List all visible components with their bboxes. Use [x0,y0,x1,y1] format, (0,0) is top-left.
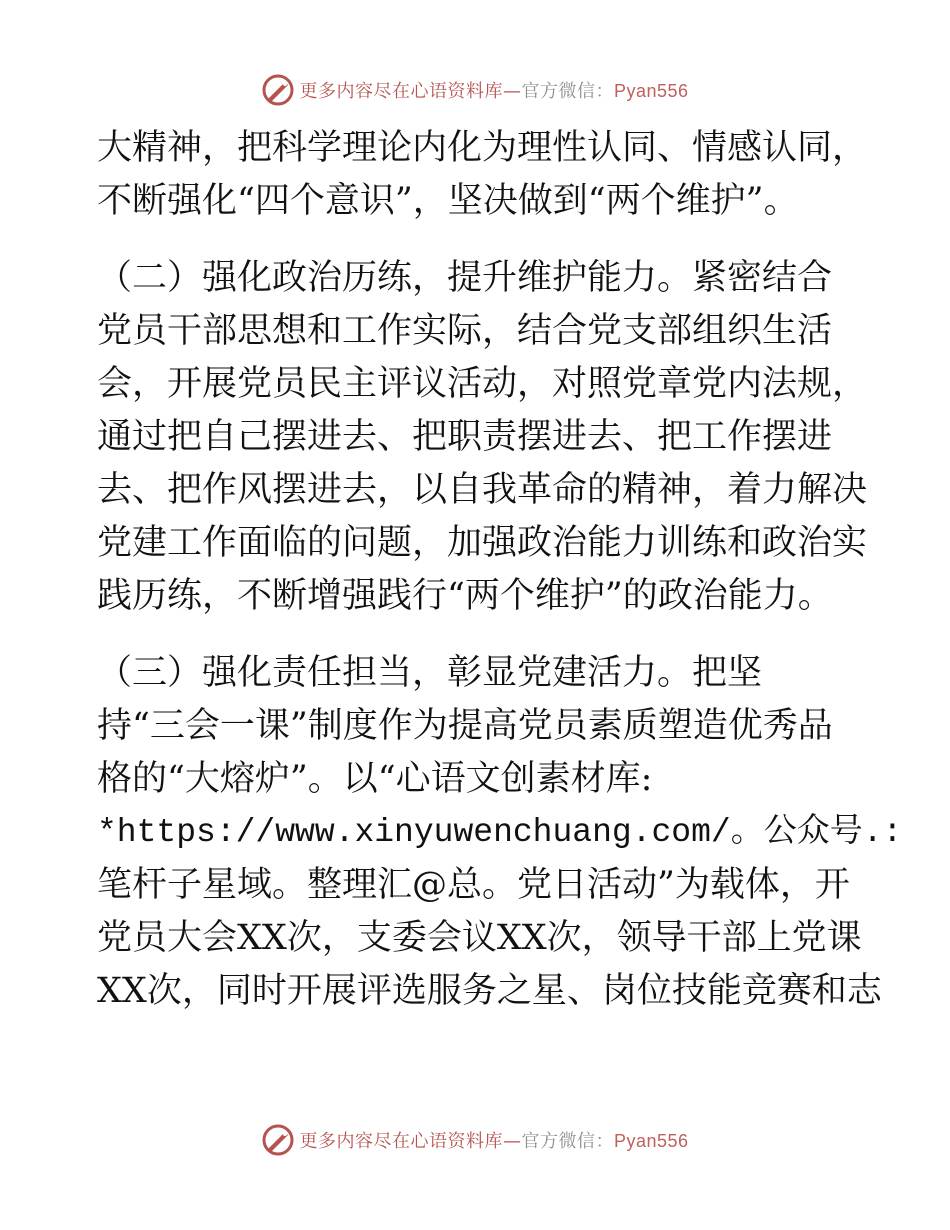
text-line: 格的“大熔炉”。以“心语文创素材库: [97,759,653,799]
banner-dash: — [502,81,522,102]
text-line: XX次，同时开展评选服务之星、岗位技能竞赛和志 [97,971,882,1011]
logo-pen-icon [261,1123,295,1157]
text-line: 大精神，把科学理论内化为理性认同、情感认同， [97,128,868,168]
banner-wechat-label: 官方微信： [521,81,614,102]
text-line: 党建工作面临的问题，加强政治能力训练和政治实 [97,523,868,563]
url-line: *https://www.xinyuwenchuang.com/。公众号.: [97,814,903,851]
banner-wechat-id: Pyan556 [613,1131,689,1151]
text-line: 党员干部思想和工作实际，结合党支部组织生活 [97,311,833,351]
banner-main-text: 更多内容尽在心语资料库 [299,81,503,102]
text-line: 通过把自己摆进去、把职责摆进去、把工作摆进 [97,417,833,457]
banner-text [299,1127,688,1153]
text-line: 去、把作风摆进去，以自我革命的精神，着力解决 [97,470,868,510]
banner-wechat-id: Pyan556 [613,81,689,101]
text-line: 持“三会一课”制度作为提高党员素质塑造优秀品 [97,706,833,746]
text-line: 不断强化“四个意识”，坚决做到“两个维护”。 [97,181,799,221]
banner-wechat-label: 官方微信： [521,1131,614,1152]
footer-watermark-banner [0,1120,950,1160]
logo-pen-icon [261,73,295,107]
text-line: 党员大会XX次，支委会议XX次，领导干部上党课 [97,918,862,958]
header-watermark-banner [0,70,950,110]
text-line: 笔杆子星域。整理汇@总。党日活动”为载体，开 [97,865,850,905]
text-line: 会，开展党员民主评议活动，对照党章党内法规， [97,364,868,404]
banner-main-text: 更多内容尽在心语资料库 [299,1131,503,1152]
banner-dash: — [502,1131,522,1152]
document-body [97,122,903,1018]
banner-text [299,77,688,103]
section-heading-line: （三）强化责任担当，彰显党建活力。把坚 [97,653,763,693]
section-heading-line: （二）强化政治历练，提升维护能力。紧密结合 [97,258,833,298]
text-line: 践历练，不断增强践行“两个维护”的政治能力。 [97,576,833,616]
